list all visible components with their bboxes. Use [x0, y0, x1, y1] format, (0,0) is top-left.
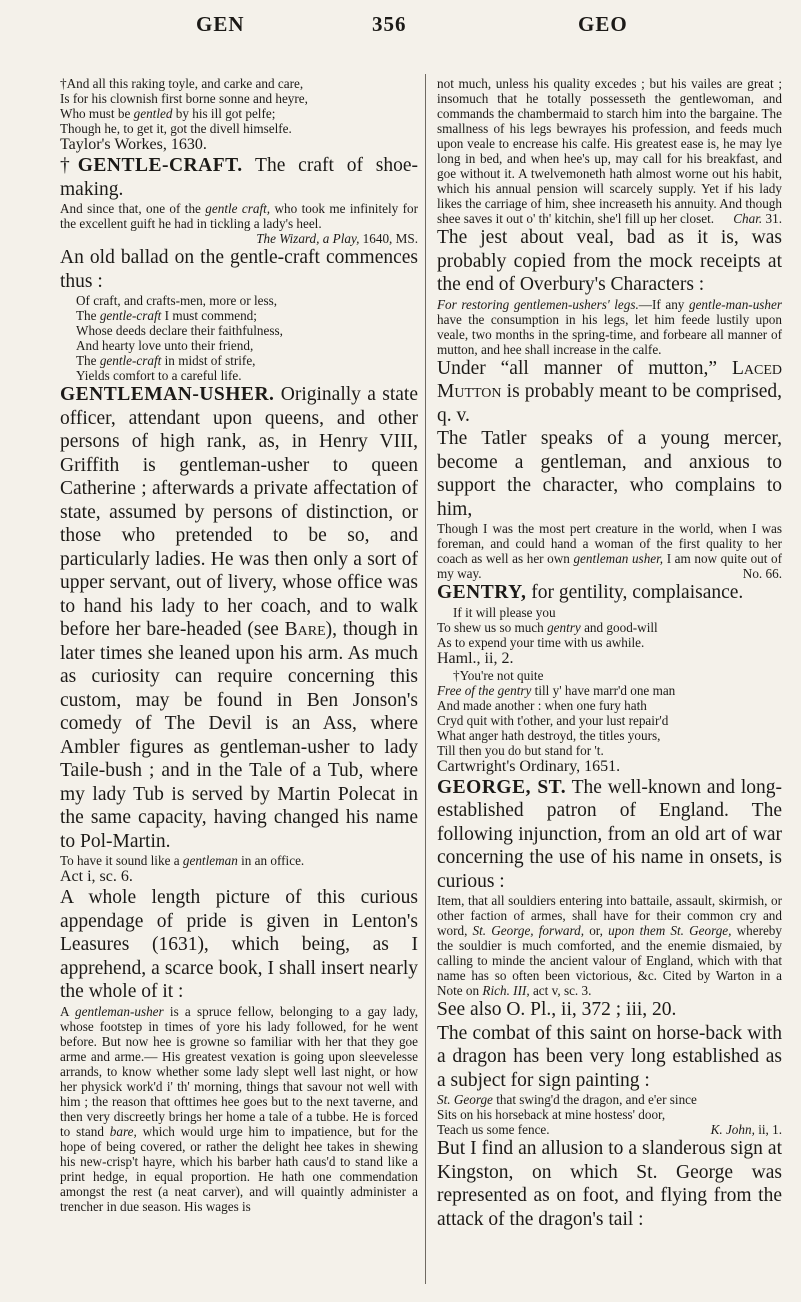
quotation-line: Item, that all souldiers entering into battaile, assault, skirmish, or other faction of armes, shall have for their common cry and word, St. George, forward, or, upon them St. George, whereby the souldier is much comforted, and the enemie dismaied, by calling to minde the ancient valour of England, which with that name has so often been victorious, &c. Cited by Warton in a Note on Rich. III, act v, sc. 3.: [437, 893, 782, 998]
body-paragraph: But I find an allusion to a slanderous sign at Kingston, on which St. George was represented as on foot, and flying from the attack of the dragon's tail :: [437, 1138, 782, 1230]
body-paragraph: A whole length picture of this curious appendage of pride is given in Lenton's Leasures (1631), which being, as I apprehend, a scarce book, I shall insert nearly the whole of it :: [60, 887, 418, 1002]
header-left: GEN: [196, 12, 245, 36]
quotation-line: To shew us so much gentry and good-will: [437, 619, 658, 635]
quotation-line: A gentleman-usher is a spruce fellow, belonging to a gay lady, whose footstep in times of yore his lady followed, for he went before. But now hee is growne so familiar with her that they goe arme and arme.— His greatest vexation is going upon sleevelesse arrands, to know whether some lady slept well last night, or how her physick work'd i' th' morning, things that savour not well with him ; the reason that ofttimes hee goes but to the next taverne, and then very discreetly brings her home a tale of a tubbe. He is forced to stand bare, which would urge him to impatience, but for the hope of being covered, or rather the delight hee takes in shewing his new-crisp't hayre, which his barber hath caus'd to stand like a print hedge, in equal proportion. He hath one commendation amongst the rest (a neat carver), and will quaintly administer a trencher in due season. His wages is: [60, 1003, 418, 1214]
citation: Act i, sc. 6.: [60, 868, 133, 885]
body-paragraph: See also O. Pl., ii, 372 ; iii, 20.: [437, 999, 677, 1020]
body-paragraph: The jest about veal, bad as it is, was probably copied from the mock receipts at the end of Overbury's Characters :: [437, 227, 782, 295]
body-paragraph: †GENTLE-CRAFT. The craft of shoe-making.: [60, 155, 419, 200]
column-divider: [425, 74, 426, 1284]
quotation-line: And since that, one of the gentle craft, who took me infinitely for the excellent guift he had in tickling a lady's heel. The Wizard, a Play, 1640, MS.: [60, 201, 418, 246]
header-right: GEO: [578, 12, 628, 36]
quotation-line: Though I was the most pert creature in the world, when I was foreman, and could hand a woman of the first quality to her coach as well as her own gentleman usher, I am now quite out of my way. No. 66.: [437, 521, 782, 581]
quotation-line: Sits on his horseback at mine hostess' door,: [437, 1107, 666, 1122]
quotation-line: not much, unless his quality excedes ; but his vailes are great ; insomuch that he totally possesseth the gentlewoman, and commands the chambermaid to starch him into the bargaine. The smallness of his legs bewrayes his profession, and feeds much upon veale to encrease his calfe. His greatest ease is, he may lye long in bed, and when hee's up, may call for his breakfast, and goe without it. A twelvemoneth hath almost worne out his habit, which his annual pension will scarcely supply. Yet if his lady likes the carriage of him, shee increaseth his annuity. And though shee saves it out o' th' kitchin, she'l fill up her closet. Char. 31.: [437, 76, 782, 226]
quotation-line: If it will please you: [453, 604, 556, 620]
quotation-line: As to expend your time with us awhile.: [437, 634, 645, 650]
quotation-line: For restoring gentlemen-ushers' legs.—If any gentle-man-usher have the consumption in his legs, let him feede lustily upon veale, two months in the spring-time, and forbeare all manner of mutton, and hee shall increase in the calfe.: [437, 296, 783, 357]
quotation-line: And made another : when one fury hath: [437, 697, 647, 713]
citation: Haml., ii, 2.: [437, 649, 514, 667]
body-paragraph: GENTLEMAN-USHER. Originally a state officer, attendant upon queens, and other persons of high rank, as, in Henry VIII, Griffith is gentleman-usher to queen Catherine ; afterwards a private affectation of state, assumed by persons of distinction, or those who pretended to be so, and particularly ladies. He was then only a sort of upper servant, out of livery, whose office was to hand his lady to her coach, and to walk before her bare-headed (see Bare), though in later times she leaned upon his arm. As much as curiosity can require concerning this custom, may be found in Ben Jonson's comedy of The Devil is an Ass, where Ambler figures as gentleman-usher to lady Taile-bush ; and in the Tale of a Tub, where my lady Tub is served by Martin Polecat in the same capacity, having changed his name to Pol-Martin.: [60, 384, 418, 852]
body-paragraph: The combat of this saint on horse-back with a dragon has been very long established as a subject for sign painting :: [437, 1022, 782, 1091]
quotation-line: And hearty love unto their friend,: [76, 338, 254, 353]
quotation-line: Yields comfort to a careful life.: [76, 368, 242, 383]
citation: Taylor's Workes, 1630.: [60, 136, 207, 153]
quotation-line: Teach us some fence. K. John, ii, 1.: [437, 1122, 782, 1137]
quotation-line: Cryd quit with t'other, and your lust repair'd: [437, 712, 669, 728]
body-paragraph: GEORGE, ST. The well-known and long-established patron of England. The following injunction, from an old art of war concerning the use of his name in onsets, is curious :: [437, 776, 782, 892]
left-column: [60, 76, 418, 1214]
quotation-line: †And all this raking toyle, and carke and care,: [60, 76, 304, 91]
quotation-line: Is for his clownish first borne sonne and heyre,: [60, 91, 308, 106]
quotation-line: †You're not quite: [453, 667, 544, 683]
body-paragraph: Under “all manner of mutton,” Laced Mutton is probably meant to be comprised, q. v.: [437, 357, 782, 426]
quotation-line: St. George that swing'd the dragon, and e'er since: [437, 1092, 697, 1107]
body-paragraph: An old ballad on the gentle-craft commences thus :: [60, 247, 418, 292]
quotation-line: Whose deeds declare their faithfulness,: [76, 323, 283, 338]
running-header: [0, 12, 801, 52]
quotation-line: The gentle-craft in midst of strife,: [76, 353, 256, 368]
page-number: 356: [372, 12, 407, 36]
quotation-line: Of craft, and crafts-men, more or less,: [76, 293, 278, 308]
quotation-line: Though he, to get it, got the divell himselfe.: [60, 121, 292, 136]
citation: Cartwright's Ordinary, 1651.: [437, 757, 621, 775]
quotation-line: What anger hath destroyd, the titles yours,: [437, 727, 661, 743]
quotation-line: Free of the gentry till y' have marr'd one man: [437, 682, 676, 698]
quotation-line: Till then you do but stand for 't.: [437, 742, 604, 758]
right-column: [437, 76, 782, 1231]
body-paragraph: GENTRY, for gentility, complaisance.: [437, 582, 744, 603]
quotation-line: The gentle-craft I must commend;: [76, 308, 257, 323]
quotation-line: To have it sound like a gentleman in an office.: [60, 853, 305, 868]
quotation-line: Who must be gentled by his ill got pelfe;: [60, 106, 276, 121]
body-paragraph: The Tatler speaks of a young mercer, become a gentleman, and anxious to support the character, who complains to him,: [437, 428, 782, 520]
